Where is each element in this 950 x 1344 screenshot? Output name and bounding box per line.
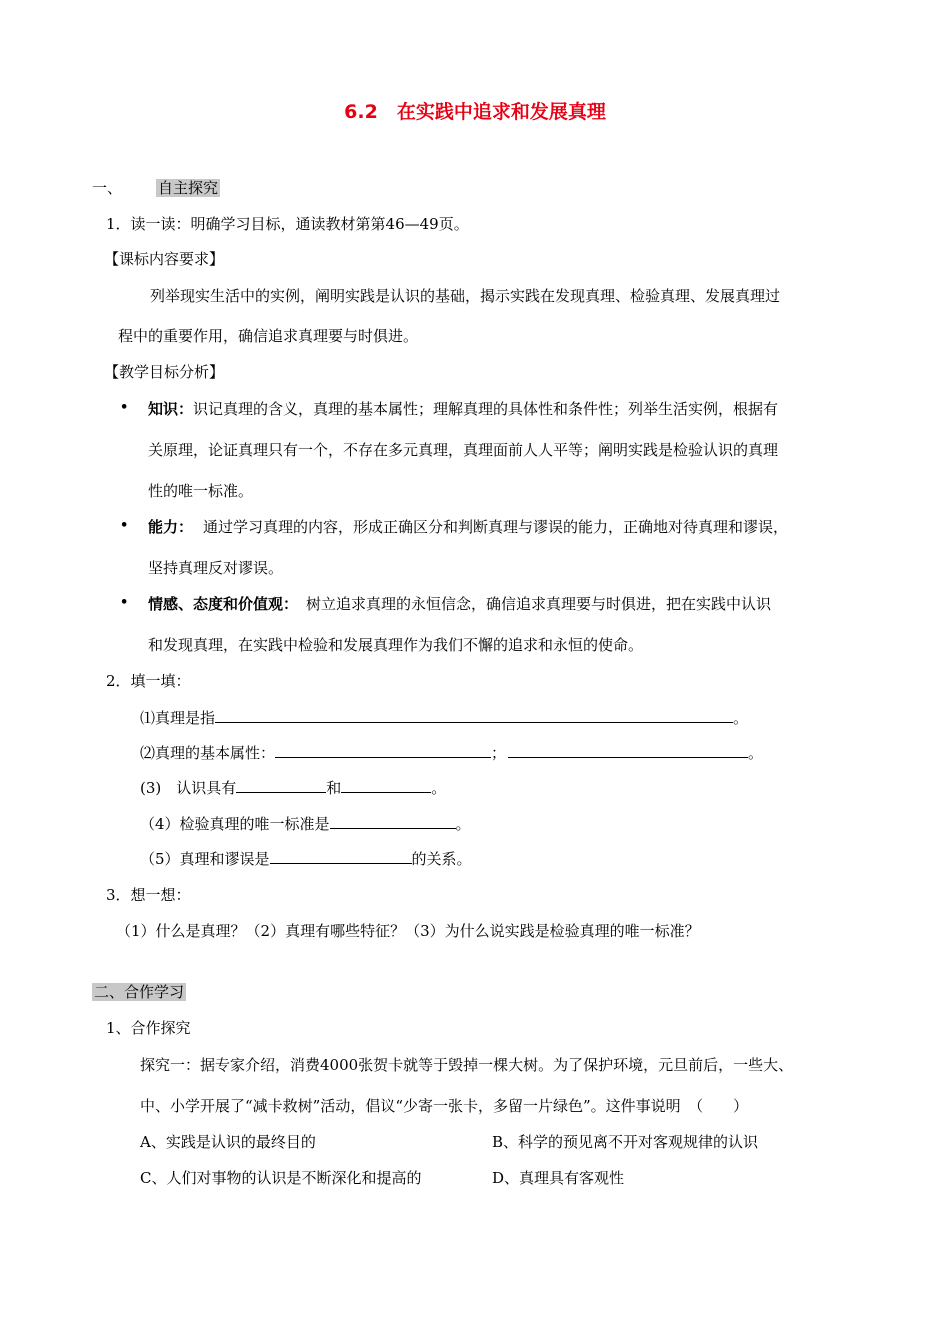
- attitude-text: 树立追求真理的永恒信念，确信追求真理要与时俱进，把在实践中认识: [306, 595, 772, 613]
- section-number: 一、: [92, 179, 123, 197]
- read-item: 1．读一读：明确学习目标，通读教材第第46—49页。: [106, 215, 469, 233]
- answer-blank[interactable]: [330, 814, 456, 829]
- section-heading-label: 二、合作学习: [94, 983, 185, 1001]
- fill-item-end: 。: [748, 744, 764, 762]
- attitude-label: 情感、态度和价值观：: [148, 595, 299, 613]
- curriculum-heading: 【课标内容要求】: [104, 250, 225, 268]
- fill-item-end: 的关系。: [411, 850, 472, 868]
- think-heading: 3．想一想：: [106, 886, 191, 904]
- page-title: 6.2 在实践中追求和发展真理: [344, 101, 606, 123]
- answer-blank[interactable]: [270, 849, 412, 864]
- section-heading-label: 自主探究: [158, 179, 219, 197]
- fill-item-2: [140, 743, 763, 763]
- inquiry-line: 中、小学开展了“减卡救树”活动，倡议“少寄一张卡，多留一片绿色”。这件事说明 （ ）: [140, 1097, 749, 1115]
- inquiry-line: 探究一：据专家介绍，消费4000张贺卡就等于毁掉一棵大树。为了保护环境，元旦前后，一些大、: [140, 1056, 794, 1074]
- fill-item-5: [140, 849, 472, 869]
- attitude-line: 和发现真理，在实践中检验和发展真理作为我们不懈的追求和永恒的使命。: [148, 636, 644, 654]
- answer-blank[interactable]: [508, 743, 748, 758]
- knowledge-label: 知识：: [148, 400, 194, 418]
- attitude-line: [148, 594, 771, 614]
- section-heading: [156, 178, 220, 198]
- answer-blank[interactable]: [341, 778, 431, 793]
- fill-item-3: [140, 778, 446, 798]
- fill-item-text: （5）真理和谬误是: [140, 850, 270, 868]
- bullet-icon: •: [120, 595, 129, 610]
- ability-text: 通过学习真理的内容，形成正确区分和判断真理与谬误的能力，正确地对待真理和谬误，: [203, 518, 789, 536]
- curriculum-line: 列举现实生活中的实例，阐明实践是认识的基础，揭示实践在发现真理、检验真理、发展真理过: [150, 287, 781, 305]
- knowledge-line: [148, 399, 778, 419]
- option-d: D、真理具有客观性: [492, 1169, 625, 1187]
- fill-item-text: （4）检验真理的唯一标准是: [140, 815, 330, 833]
- section-heading: [92, 982, 186, 1002]
- knowledge-line: 关原理，论证真理只有一个，不存在多元真理，真理面前人人平等；阐明实践是检验认识的真理: [148, 441, 779, 459]
- knowledge-line: 性的唯一标准。: [148, 482, 254, 500]
- answer-blank[interactable]: [215, 708, 733, 723]
- fill-item-4: [140, 814, 471, 834]
- think-questions: （1）什么是真理？（2）真理有哪些特征？（3）为什么说实践是检验真理的唯一标准？: [116, 922, 700, 940]
- option-c: C、人们对事物的认识是不断深化和提高的: [140, 1169, 422, 1187]
- goals-heading: 【教学目标分析】: [104, 363, 225, 381]
- subsection-heading: 1、合作探究: [106, 1019, 191, 1037]
- fill-item-sep: ；: [491, 744, 507, 762]
- fill-item-end: 。: [733, 709, 749, 727]
- bullet-icon: •: [120, 400, 129, 415]
- fill-item-end: 。: [455, 815, 471, 833]
- fill-heading: 2．填一填：: [106, 672, 191, 690]
- knowledge-text: 识记真理的含义，真理的基本属性；理解真理的具体性和条件性；列举生活实例，根据有: [193, 400, 779, 418]
- curriculum-line: 程中的重要作用，确信追求真理要与时俱进。: [118, 327, 419, 345]
- option-b: B、科学的预见离不开对客观规律的认识: [492, 1133, 759, 1151]
- fill-item-text: (3) 认识具有: [140, 779, 237, 797]
- answer-blank[interactable]: [236, 778, 326, 793]
- answer-blank[interactable]: [275, 743, 491, 758]
- ability-line: [148, 517, 788, 537]
- fill-item-text: ⑴真理是指: [140, 709, 216, 727]
- fill-item-text: ⑵真理的基本属性：: [140, 744, 276, 762]
- ability-label: 能力：: [148, 518, 194, 536]
- option-a: A、实践是认识的最终目的: [140, 1133, 316, 1151]
- fill-item-end: 。: [431, 779, 447, 797]
- ability-line: 坚持真理反对谬误。: [148, 559, 284, 577]
- fill-item-1: [140, 708, 748, 728]
- fill-item-mid: 和: [326, 779, 342, 797]
- bullet-icon: •: [120, 518, 129, 533]
